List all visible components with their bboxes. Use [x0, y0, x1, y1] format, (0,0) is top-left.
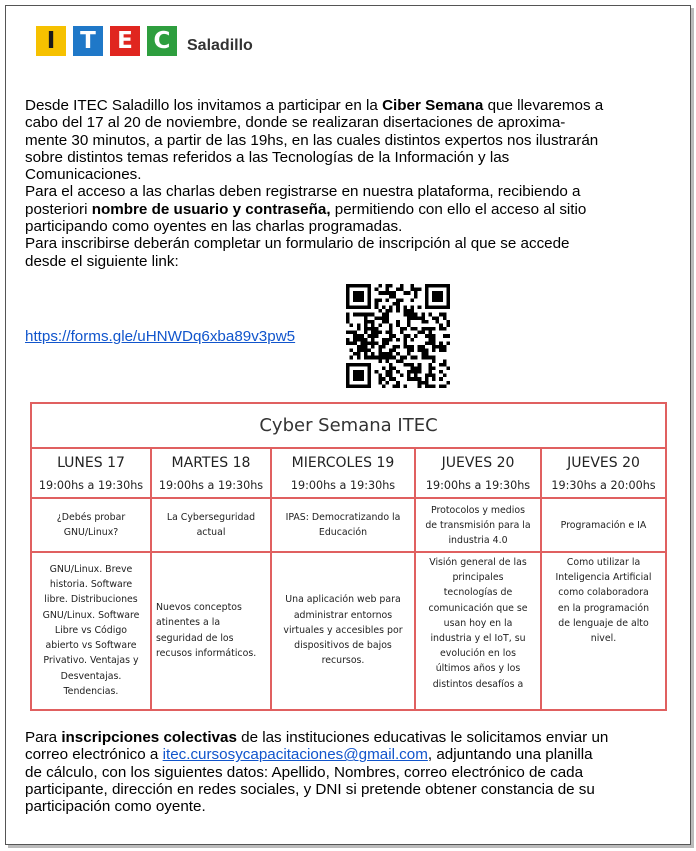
intro-line: [25, 201, 665, 218]
desc-line: dispositivos de bajos: [294, 640, 392, 652]
topic-line: Educación: [318, 527, 368, 538]
closing-line: de cálculo, con los siguientes datos: Apellido, Nombres, correo electrónico de cada: [25, 763, 584, 781]
desc-line: principales: [452, 572, 504, 584]
desc-line: administrar entornos: [293, 609, 393, 621]
logo-letter-t: T: [73, 26, 103, 56]
talk-topic: [152, 499, 270, 553]
desc-line: Privativo. Ventajas y: [43, 655, 139, 667]
talk-topic: [272, 499, 414, 553]
desc-line: abierto vs Software: [45, 640, 137, 652]
text: , adjuntando una planilla: [427, 746, 593, 764]
text: Para: [25, 729, 62, 746]
desc-line: Tendencias.: [63, 685, 119, 697]
schedule-column-lunes: [32, 449, 152, 709]
intro-line: [25, 97, 665, 114]
intro-line: mente 30 minutos, a partir de las 19hs, en las cuales distintos expertos nos ilustrarán: [25, 131, 599, 149]
desc-line: comunicación que se: [428, 602, 528, 614]
talk-topic: [32, 499, 150, 553]
desc-line: GNU/Linux. Breve: [49, 564, 133, 576]
topic-line: IPAS: Democratizando la: [285, 512, 401, 523]
talk-description: [416, 553, 540, 710]
talk-description: [272, 553, 414, 708]
schedule-column-miercoles: [272, 449, 416, 709]
desc-line: en la programación: [557, 602, 650, 614]
desc-line: libre. Distribuciones: [44, 594, 138, 606]
day-name: JUEVES 20: [567, 455, 640, 471]
text: que llevaremos a: [483, 97, 604, 114]
desc-line: Desventajas.: [60, 670, 122, 682]
day-hours: 19:00hs a 19:30hs: [416, 475, 540, 499]
logo-letter-e: E: [110, 26, 140, 56]
desc-line: evolución en los: [440, 648, 516, 660]
day-hours: 19:30hs a 20:00hs: [542, 475, 665, 499]
talk-description: [542, 553, 665, 710]
desc-line: usan hoy en la: [443, 617, 513, 629]
qr-code-icon: [346, 284, 450, 388]
intro-line: Para inscribirse deberán completar un formulario de inscripción al que se accede: [25, 235, 570, 253]
desc-line: Visión general de las: [429, 557, 527, 568]
intro-line: cabo del 17 al 20 de noviembre, donde se realizaran disertaciones de aproxima-: [25, 114, 566, 132]
logo-letter-c: C: [147, 26, 177, 56]
desc-line: Nuevos conceptos: [156, 602, 242, 614]
form-link[interactable]: https://forms.gle/uHNWDq6xba89v3pw5: [25, 328, 296, 345]
schedule-title: Cyber Semana ITEC: [32, 404, 665, 449]
intro-line: sobre distintos temas referidos a las Tecnologías de la Información y las: [25, 148, 510, 166]
day-name: LUNES 17: [57, 455, 125, 471]
logo-letter-i: I: [36, 26, 66, 56]
schedule-table: [30, 402, 667, 711]
desc-line: Inteligencia Artificial: [555, 572, 652, 584]
closing-line: [25, 746, 665, 763]
itec-logo: [36, 23, 253, 59]
desc-line: Una aplicación web para: [285, 594, 401, 606]
day-name: MARTES 18: [171, 455, 251, 471]
schedule-column-jueves-2: [542, 449, 665, 709]
desc-line: Libre vs Código: [54, 624, 128, 636]
closing-line: participación como oyente.: [25, 798, 206, 816]
logo-city: Saladillo: [187, 37, 253, 54]
talk-topic: [416, 499, 540, 553]
closing-paragraph: [25, 729, 665, 815]
text: Desde ITEC Saladillo los invitamos a participar en la: [25, 97, 383, 114]
day-hours: 19:00hs a 19:30hs: [152, 475, 270, 499]
desc-line: como colaboradora: [558, 587, 649, 599]
closing-line: [25, 729, 665, 746]
topic-line: actual: [196, 527, 226, 538]
talk-description: [32, 553, 150, 708]
desc-line: virtuales y accesibles por: [283, 624, 403, 636]
intro-line: Para el acceso a las charlas deben registrarse en nuestra plataforma, recibiendo a: [25, 183, 581, 201]
closing-line: participante, dirección en redes sociales, y DNI si pretende obtener constancia de su: [25, 780, 595, 798]
desc-line: recursos.: [321, 655, 365, 667]
intro-line: Comunicaciones.: [25, 166, 142, 184]
desc-line: atinentes a la: [156, 617, 221, 629]
topic-line: La Cyberseguridad: [166, 512, 256, 523]
email-link[interactable]: itec.cursosycapacitaciones@gmail.com: [162, 746, 428, 764]
topic-line: Protocolos y medios: [431, 504, 525, 516]
event-name: Ciber Semana: [382, 97, 484, 114]
desc-line: nivel.: [590, 633, 617, 645]
topic-line: GNU/Linux?: [63, 527, 119, 538]
intro-line: participando como oyentes en las charlas programadas.: [25, 218, 403, 236]
day-name: MIERCOLES 19: [291, 455, 395, 471]
text: posteriori: [25, 200, 92, 218]
desc-line: seguridad de los: [156, 632, 234, 644]
intro-paragraph: [25, 97, 665, 270]
schedule-column-jueves-1: [416, 449, 542, 709]
topic-line: de transmisión para la: [425, 519, 531, 531]
day-hours: 19:00hs a 19:30hs: [32, 475, 150, 499]
talk-topic: [542, 499, 665, 553]
desc-line: recusos informáticos.: [156, 647, 257, 659]
day-name: JUEVES 20: [441, 455, 515, 471]
desc-line: Como utilizar la: [566, 557, 641, 568]
schedule-column-martes: [152, 449, 272, 709]
text: correo electrónico a: [25, 746, 163, 764]
credentials-text: nombre de usuario y contraseña,: [91, 200, 331, 218]
intro-line: desde el siguiente link:: [25, 252, 179, 270]
desc-line: tecnologías de: [443, 587, 513, 599]
talk-description: [152, 553, 274, 708]
text: de las instituciones educativas le solicitamos enviar un: [236, 729, 609, 746]
desc-line: de lenguaje de alto: [558, 617, 649, 629]
desc-line: industria y el IoT, su: [430, 633, 526, 645]
topic-line: Programación e IA: [560, 519, 647, 531]
desc-line: historia. Software: [49, 579, 133, 591]
day-hours: 19:00hs a 19:30hs: [272, 475, 414, 499]
topic-line: ¿Debés probar: [56, 512, 126, 523]
desc-line: últimos años y los: [435, 663, 521, 675]
desc-line: distintos desafíos a: [432, 678, 524, 690]
topic-line: industria 4.0: [448, 534, 508, 546]
desc-line: GNU/Linux. Software: [42, 609, 140, 621]
text: permitiendo con ello el acceso al sitio: [330, 200, 587, 218]
collective-registration-text: inscripciones colectivas: [61, 729, 237, 746]
